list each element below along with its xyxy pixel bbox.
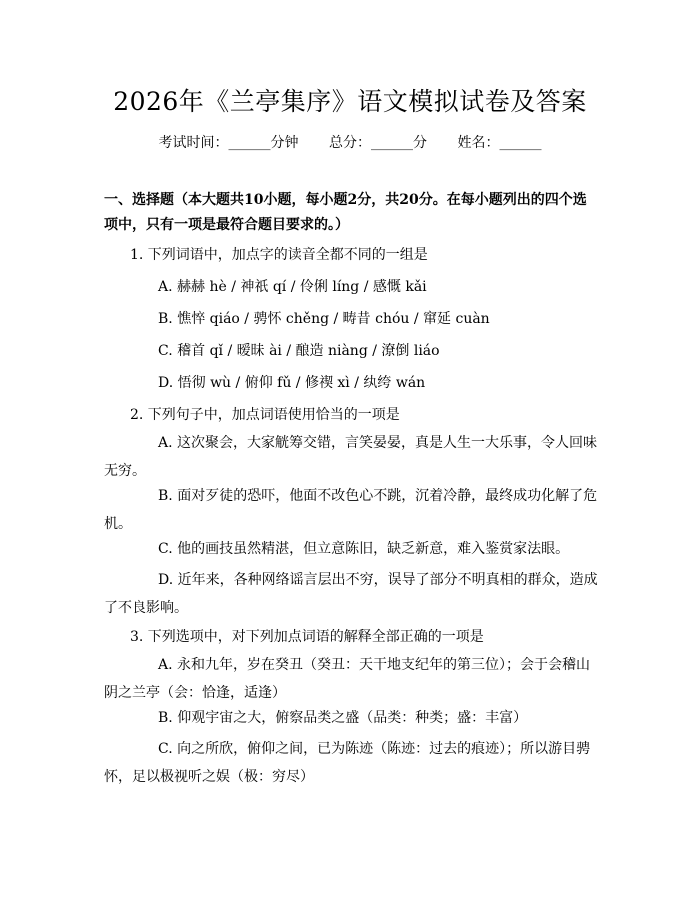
question-option: B. 仰观宇宙之大，俯察品类之盛（品类：种类；盛：丰富） [158, 710, 528, 726]
question-option: C. 他的画技虽然精湛，但立意陈旧，缺乏新意，难入鉴赏家法眼。 [158, 541, 570, 557]
question-option: A. 永和九年，岁在癸丑（癸丑：天干地支纪年的第三位）；会于会稽山阴之兰亭（会：恰逢，适逢） [104, 657, 591, 701]
question-stem: 1. 下列词语中，加点字的读音全都不同的一组是 [130, 247, 428, 263]
exam-time-field: 考试时间：______分钟 [158, 135, 299, 151]
question-option: C. 稽首 qǐ / 暧昧 ài / 酿造 niàng / 潦倒 liáo [158, 343, 440, 359]
exam-info-row [0, 132, 700, 152]
question-option: B. 面对歹徒的恐吓，他面不改色心不跳，沉着冷静，最终成功化解了危机。 [104, 488, 598, 532]
question-option: B. 憔悴 qiáo / 骋怀 chěng / 畴昔 chóu / 窜延 cuàn [158, 311, 490, 327]
question-option: A. 赫赫 hè / 神祇 qí / 伶俐 líng / 感慨 kǎi [158, 279, 427, 295]
question-option: D. 悟彻 wù / 俯仰 fǔ / 修禊 xì / 纨绔 wán [158, 375, 426, 391]
section-heading-choice: 一、选择题（本大题共10小题，每小题2分，共20分。在每小题列出的四个选项中，只有一项是最符合题目要求的。） [104, 192, 587, 233]
question-option: A. 这次聚会，大家觥筹交错，言笑晏晏，真是人生一大乐事，令人回味无穷。 [104, 435, 598, 479]
question-stem: 3. 下列选项中，对下列加点词语的解释全部正确的一项是 [130, 629, 484, 645]
question-stem: 2. 下列句子中，加点词语使用恰当的一项是 [130, 407, 400, 423]
question-option: C. 向之所欣，俯仰之间，已为陈迹（陈迹：过去的痕迹）；所以游目骋怀，足以极视听之娱（极：穷尽） [104, 741, 591, 785]
page-title: 2026年《兰亭集序》语文模拟试卷及答案 [113, 87, 587, 116]
question-option: D. 近年来，各种网络谣言层出不穷，误导了部分不明真相的群众，造成了不良影响。 [104, 572, 598, 616]
student-name-field: 姓名：______ [457, 135, 542, 151]
total-score-field: 总分：______分 [329, 135, 427, 151]
